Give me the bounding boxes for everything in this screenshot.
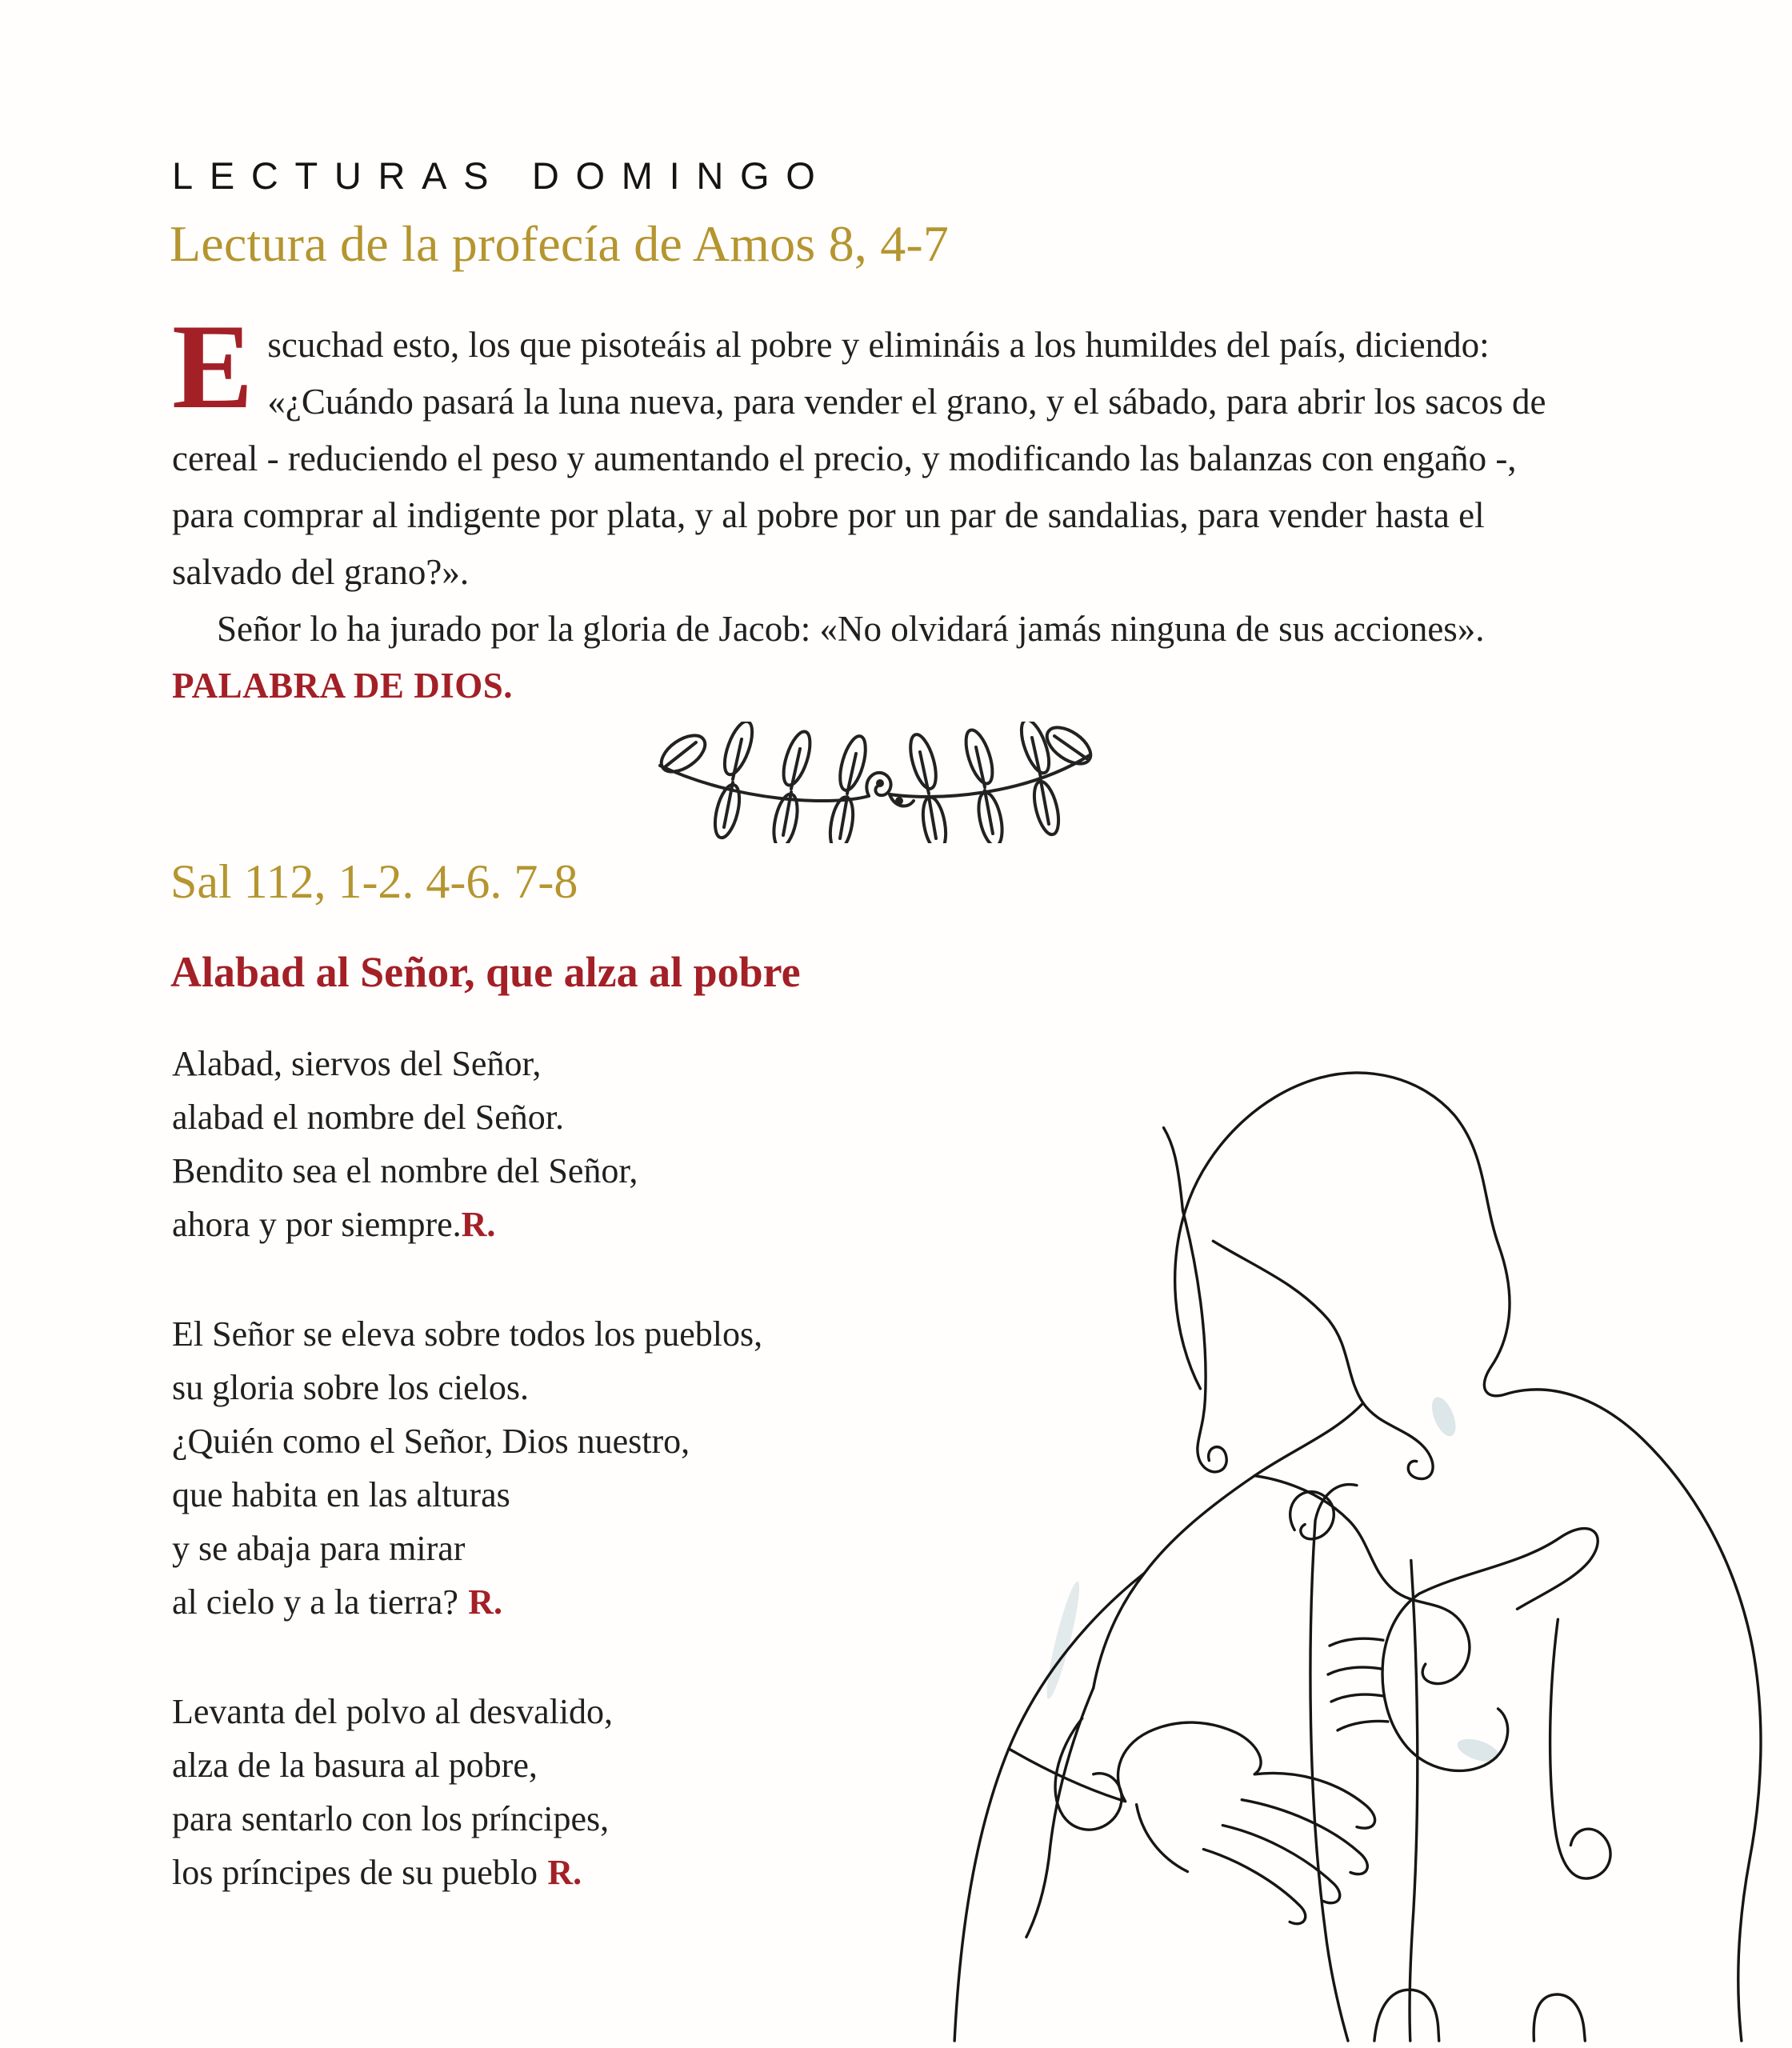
psalm-antiphon: Alabad al Señor, que alza al pobre xyxy=(170,948,801,996)
one-line-embrace-drawing xyxy=(918,1002,1770,2043)
psalm-stanzas xyxy=(172,1037,972,1955)
psalm-line: al cielo y a la tierra? R. xyxy=(172,1582,502,1622)
psalm-reference: Sal 112, 1-2. 4-6. 7-8 xyxy=(170,855,578,908)
palabra-de-dios-label: PALABRA DE DIOS. xyxy=(172,666,513,706)
reading-paragraph-1 xyxy=(172,299,1556,601)
psalm-line: El Señor se eleva sobre todos los pueblos, xyxy=(172,1314,763,1354)
psalm-line: alza de la basura al pobre, xyxy=(172,1746,538,1785)
response-label: R. xyxy=(547,1853,582,1892)
psalm-line: Levanta del polvo al desvalido, xyxy=(172,1692,614,1731)
psalm-stanza-2 xyxy=(172,1307,972,1629)
psalm-line: ahora y por siempre.R. xyxy=(172,1205,496,1244)
psalm-line: alabad el nombre del Señor. xyxy=(172,1098,564,1137)
response-label: R. xyxy=(468,1582,502,1622)
psalm-line: ¿Quién como el Señor, Dios nuestro, xyxy=(172,1422,690,1461)
drop-cap: E xyxy=(172,299,254,434)
reading-paragraph-2-text: Señor lo ha jurado por la gloria de Jacob: «No olvidará jamás ninguna de sus acciones». xyxy=(217,609,1485,649)
laurel-branch-divider-icon xyxy=(648,722,1104,843)
response-label: R. xyxy=(461,1205,496,1244)
reading-paragraph-2 xyxy=(172,601,1556,714)
psalm-line: que habita en las alturas xyxy=(172,1475,510,1514)
psalm-line: y se abaja para mirar xyxy=(172,1529,466,1568)
psalm-line: Bendito sea el nombre del Señor, xyxy=(172,1151,638,1190)
psalm-line: para sentarlo con los príncipes, xyxy=(172,1799,610,1838)
psalm-line: Alabad, siervos del Señor, xyxy=(172,1044,542,1083)
page-kicker: LECTURAS DOMINGO xyxy=(172,154,832,197)
psalm-stanza-3 xyxy=(172,1685,972,1899)
psalm-stanza-1 xyxy=(172,1037,972,1251)
psalm-line: su gloria sobre los cielos. xyxy=(172,1368,530,1407)
reading-body xyxy=(172,299,1556,714)
reading-title: Lectura de la profecía de Amos 8, 4-7 xyxy=(170,215,950,272)
psalm-line: los príncipes de su pueblo R. xyxy=(172,1853,582,1892)
reading-paragraph-1-text: scuchad esto, los que pisoteáis al pobre y elimináis a los humildes del país, diciendo: «¿Cuándo pasará la luna nueva, para vender el grano, y el sábado, para abrir los sacos de cereal - reduciendo el peso y aumentando el precio, y modificando las balanzas con engaño -, para comprar al indigente por plata, y al pobre por un par de sandalias, para vender hasta el salvado del grano?». xyxy=(172,325,1546,592)
